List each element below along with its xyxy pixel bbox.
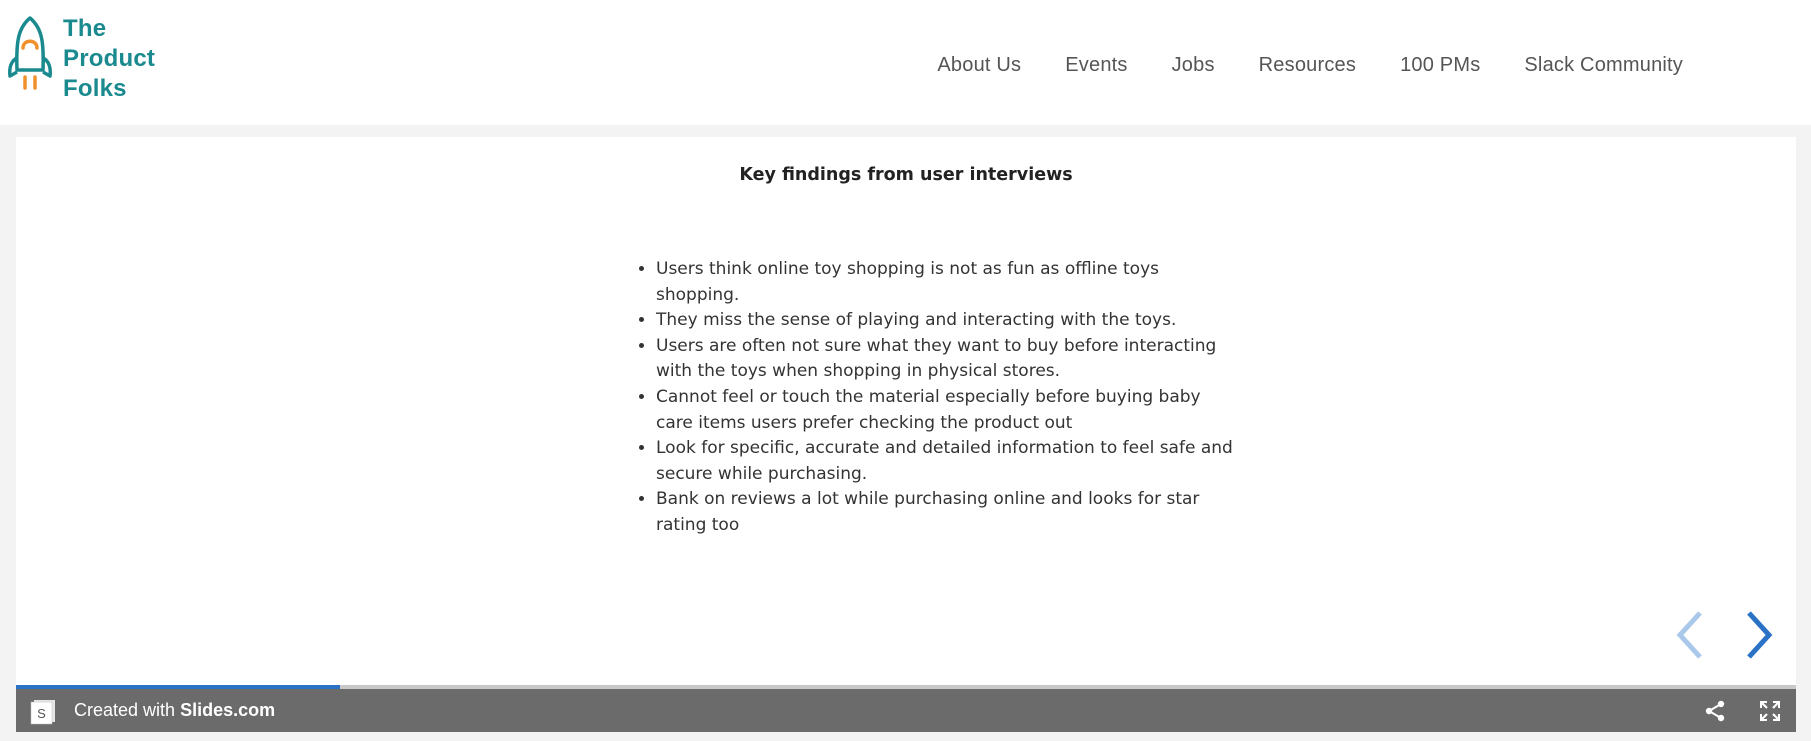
slides-embed [16,137,1796,732]
created-with-text[interactable] [74,700,275,721]
logo-text [63,14,155,104]
share-button[interactable] [1704,700,1726,722]
svg-text:S: S [37,706,46,721]
next-slide-button[interactable] [1739,607,1779,663]
site-header [0,0,1811,125]
slide-title: Key findings from user interviews [739,165,1073,185]
nav-link-about-us[interactable]: About Us [937,54,1022,76]
slide-canvas [16,137,1796,685]
slides-logo-icon[interactable] [30,699,56,725]
logo-line: The [63,15,107,42]
previous-slide-button[interactable] [1670,607,1710,663]
slides-footer [16,689,1796,732]
rocket-icon [6,14,54,104]
logo-line: Folks [63,75,127,102]
created-with-brand: Slides.com [180,700,276,720]
slide-bullet: • They miss the sense of playing and interacting with the toys. [656,308,1236,334]
nav-link-events[interactable]: Events [1065,54,1128,76]
share-icon [1704,700,1726,722]
slide-bullet: • Look for specific, accurate and detailed information to feel safe and secure while purchasing. [656,436,1236,487]
slide-bullet: • Users think online toy shopping is not as fun as offline toys shopping. [656,257,1236,308]
fullscreen-button[interactable] [1759,700,1781,722]
logo-line: Product [63,45,156,72]
nav-link-resources[interactable]: Resources [1258,54,1357,76]
chevron-left-icon [1670,607,1710,663]
fullscreen-icon [1759,700,1781,722]
nav-link-jobs[interactable]: Jobs [1171,54,1215,76]
slide-bullet: • Bank on reviews a lot while purchasing online and looks for star rating too [656,487,1236,538]
slide-bullet: • Cannot feel or touch the material especially before buying baby care items users prefer checking the product out [656,385,1236,436]
nav-link-slack-community[interactable]: Slack Community [1524,54,1683,76]
created-with-prefix: Created with [74,700,181,720]
slide-bullet-list [634,257,1236,539]
chevron-right-icon [1739,607,1779,663]
main-nav [893,54,1683,77]
nav-link-100-pms[interactable]: 100 PMs [1400,54,1481,76]
slide-bullet: • Users are often not sure what they want to buy before interacting with the toys when shopping in physical stores. [656,334,1236,385]
site-logo[interactable] [6,14,176,104]
